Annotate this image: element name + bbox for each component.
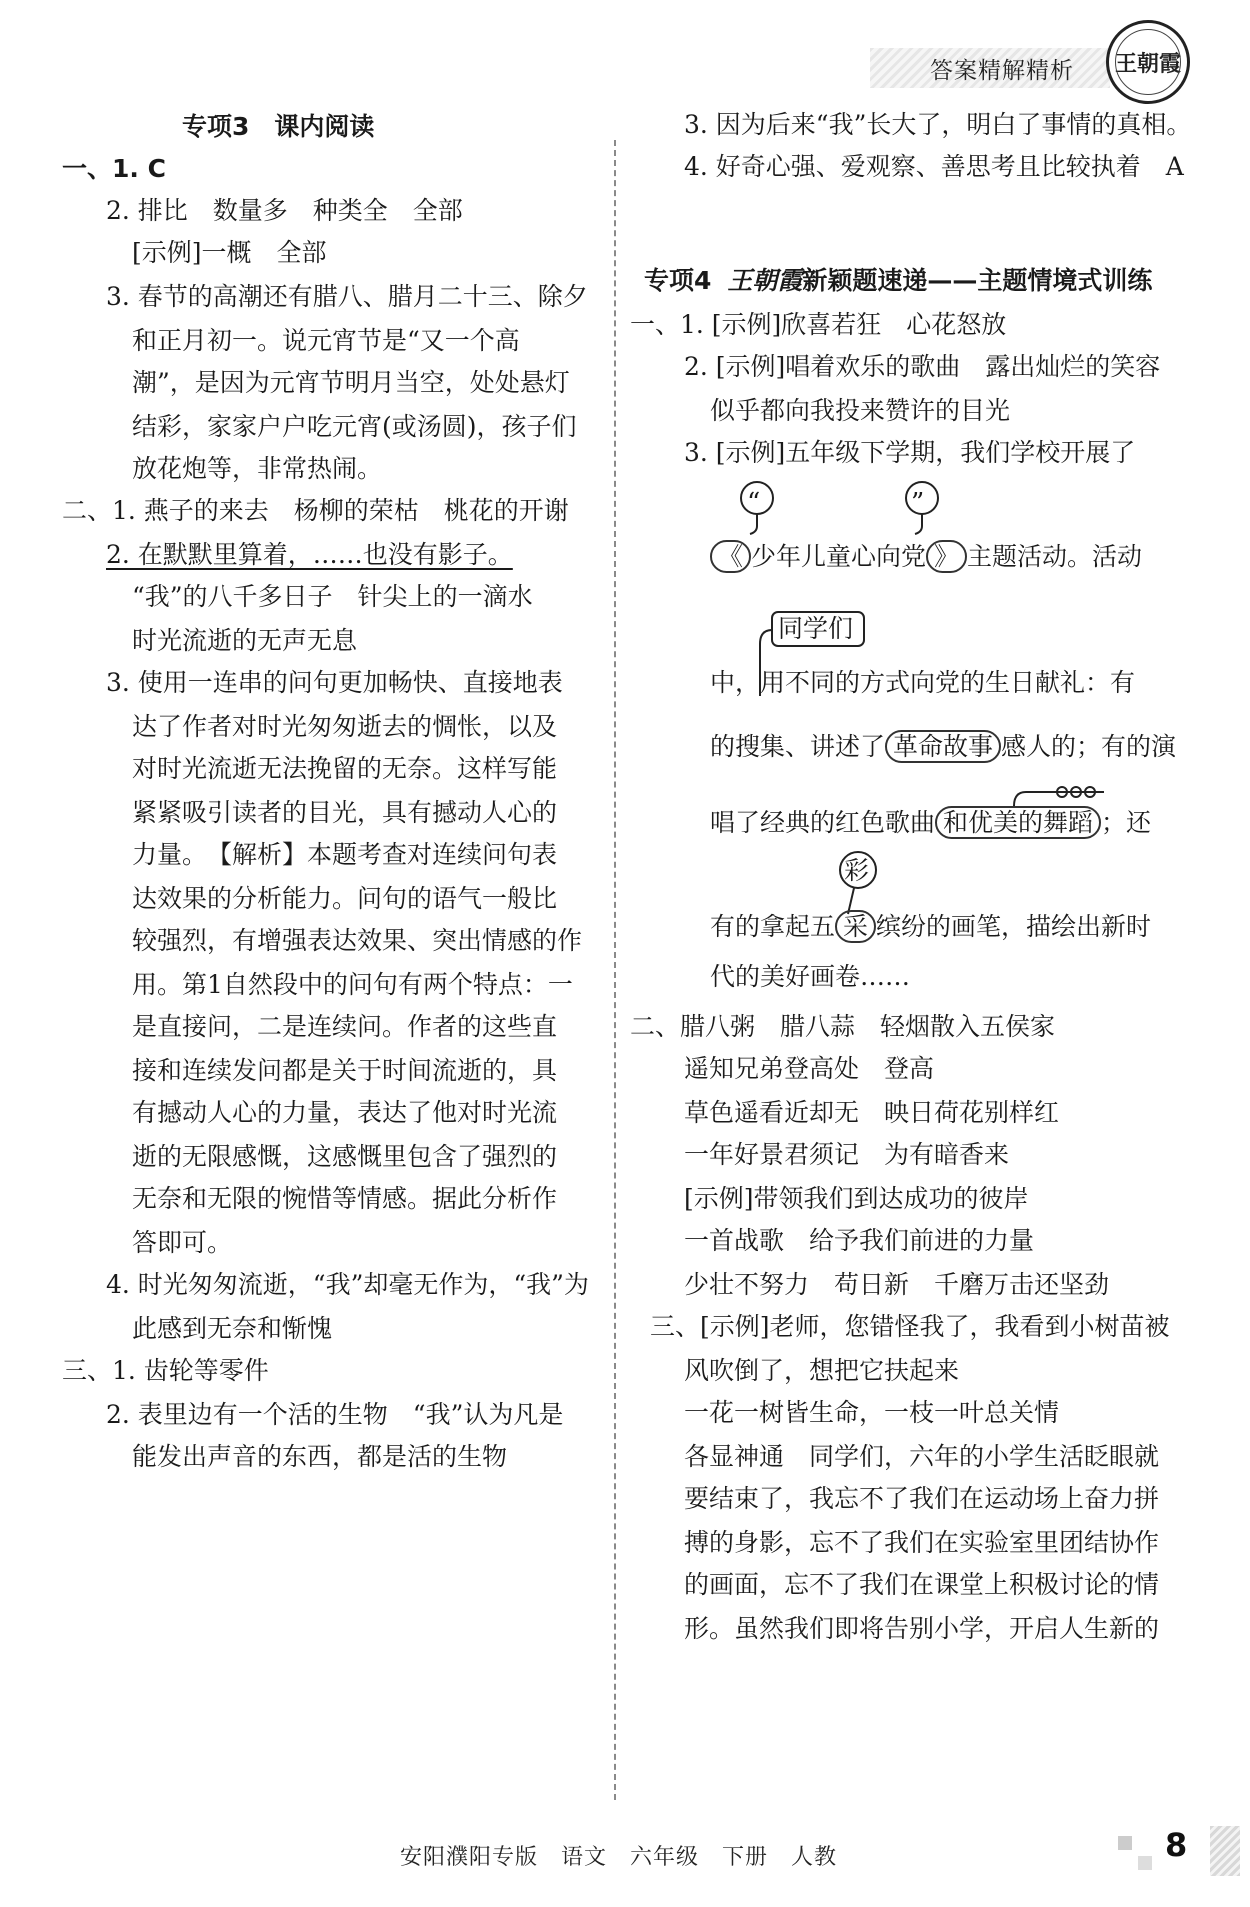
answer-line: 少壮不努力 苟日新 千磨万击还坚劲 [684,1270,1110,1299]
answer-line: 时光流逝的无声无息 [132,626,358,655]
answer-line: 的画面，忘不了我们在课堂上积极讨论的情 [684,1570,1160,1599]
line-sou-pre: 的搜集、讲述了 [710,732,886,761]
answer-line: 接和连续发问都是关于时间流逝的，具 [132,1056,558,1085]
answer-line: “我”的八千多日子 针尖上的一滴水 [132,582,533,611]
answer-line-underlined: 2. 在默默里算着，……也没有影子。 [106,540,513,569]
section-title-prefix: 专项4 [644,266,712,295]
line-na-pre: 有的拿起五 [710,912,836,941]
answer-line: 紧紧吸引读者的目光，具有撼动人心的 [132,798,558,827]
answer-line: 答即可。 [132,1228,233,1257]
answer-line: 放花炮等，非常热闹。 [132,454,383,483]
answer-line: 要结束了，我忘不了我们在运动场上奋力拼 [684,1484,1160,1513]
answer-line: 3. 使用一连串的问句更加畅快、直接地表 [106,668,563,697]
section-title-rest: 新颖题速递——主题情境式训练 [802,266,1153,295]
answer-line: 对时光流逝无法挽留的无奈。这样写能 [132,754,558,783]
answer-line: 代的美好画卷…… [710,962,911,991]
answer-line [710,910,1151,944]
section-title-4 [644,264,1152,298]
answer-line: 2. 表里边有一个活的生物 “我”认为凡是 [106,1400,564,1429]
answer-line: 3. 春节的高潮还有腊八、腊月二十三、除夕 [106,282,588,311]
header-title: 答案精解精析 [930,58,1074,84]
mark-book-close: 》 [926,540,967,573]
answer-line: 一首战歌 给予我们前进的力量 [684,1226,1035,1255]
line-zhong-rest: 用不同的方式向党的生日献礼：有 [760,668,1136,697]
answer-line: 达了作者对时光匆匆逝去的惆怅，以及 [132,712,558,741]
mark-quote-close: ” [911,488,925,518]
answer-line: 达效果的分析能力。问句的语气一般比 [132,884,558,913]
answer-line: 有撼动人心的力量，表达了他对时光流 [132,1098,558,1127]
answer-line: 二、1. 燕子的来去 杨柳的荣枯 桃花的开谢 [62,496,569,525]
footer-edition: 安阳濮阳专版 语文 六年级 下册 人教 [400,1845,838,1870]
answer-line: 三、[示例]老师，您错怪我了，我看到小树苗被 [650,1312,1170,1341]
mark-circled-story: 革命故事 [885,730,1001,763]
mark-book-open: 《 [710,540,751,573]
brand-logo-text: 王朝霞 [1114,50,1181,77]
footer-decoration [1118,1836,1158,1872]
answer-line: 较强烈，有增强表达效果、突出情感的作 [132,926,583,955]
activity-tail: 主题活动。活动 [967,542,1143,571]
mark-insert-cai: 彩 [844,856,870,885]
section-title-3: 专项3 课内阅读 [182,112,375,141]
answer-line: 用。第1自然段中的问句有两个特点：一 [132,970,573,999]
mark-quote-open: “ [747,488,761,518]
answer-line: 二、腊八粥 腊八蒜 轻烟散入五侯家 [630,1012,1056,1041]
brand-logo [1106,20,1190,104]
answer-line: 2. [示例]唱着欢乐的歌曲 露出灿烂的笑容 [684,352,1161,381]
mark-circled-dance: 和优美的舞蹈 [935,806,1101,839]
answer-line: 一年好景君须记 为有暗香来 [684,1140,1010,1169]
answer-line: 和正月初一。说元宵节是“又一个高 [132,326,520,355]
line-chang-pre: 唱了经典的红色歌曲 [710,808,936,837]
line-na-post: 缤纷的画笔，描绘出新时 [876,912,1152,941]
answer-line: 形。虽然我们即将告别小学，开启人生新的 [684,1614,1160,1643]
answer-line: 是直接问，二是连续问。作者的这些直 [132,1012,558,1041]
activity-name: 少年儿童心向党 [751,542,927,571]
answer-line: 无奈和无限的惋惜等情感。据此分析作 [132,1184,558,1213]
line-zhong-pre: 中， [710,668,761,697]
answer-line: 一、1. C [62,154,166,183]
answer-line: 2. 排比 数量多 种类全 全部 [106,196,463,225]
answer-line [710,806,1151,840]
answer-line: 三、1. 齿轮等零件 [62,1356,269,1385]
answer-line [710,730,1176,764]
answer-line: [示例]一概 全部 [132,238,327,267]
line-chang-post: ；还 [1101,808,1152,837]
answer-line: 风吹倒了，想把它扶起来 [684,1356,960,1385]
mark-insert-classmates: 同学们 [778,614,854,643]
answer-line: 一花一树皆生命，一枝一叶总关情 [684,1398,1060,1427]
answer-line: 各显神通 同学们，六年的小学生活眨眼就 [684,1442,1160,1471]
mark-circled-cai: 采 [835,910,876,943]
answer-line [710,666,1135,700]
column-divider [614,140,616,1800]
answer-line: 似乎都向我投来赞许的目光 [710,396,1011,425]
answer-line: 潮”，是因为元宵节明月当空，处处悬灯 [132,368,570,397]
answer-line: 3. 因为后来“我”长大了，明白了事情的真相。 [684,110,1192,139]
answer-line: 4. 时光匆匆流逝，“我”却毫无作为，“我”为 [106,1270,589,1299]
answer-line: 结彩，家家户户吃元宵(或汤圆)，孩子们 [132,412,577,441]
answer-line: 能发出声音的东西，都是活的生物 [132,1442,508,1471]
answer-line: 3. [示例]五年级下学期，我们学校开展了 [684,438,1136,467]
line-sou-post: 感人的；有的演 [1001,732,1177,761]
answer-line: 草色遥看近却无 映日荷花别样红 [684,1098,1060,1127]
answer-line: [示例]带领我们到达成功的彼岸 [684,1184,1029,1213]
answer-line: 此感到无奈和惭愧 [132,1314,333,1343]
answer-line: 4. 好奇心强、爱观察、善思考且比较执着 A [684,152,1184,181]
page-number: 8 [1165,1826,1188,1864]
answer-line: 一、1. [示例]欣喜若狂 心花怒放 [630,310,1007,339]
answer-line: 遥知兄弟登高处 登高 [684,1054,935,1083]
answer-line-activity [710,540,1142,574]
answer-line: 搏的身影，忘不了我们在实验室里团结协作 [684,1528,1160,1557]
answer-line: 力量。 【解析】本题考查对连续问句表 [132,840,558,869]
section-title-brand: 王朝霞 [727,266,803,295]
answer-line: 逝的无限感慨，这感慨里包含了强烈的 [132,1142,558,1171]
footer-stripes [1210,1826,1240,1876]
